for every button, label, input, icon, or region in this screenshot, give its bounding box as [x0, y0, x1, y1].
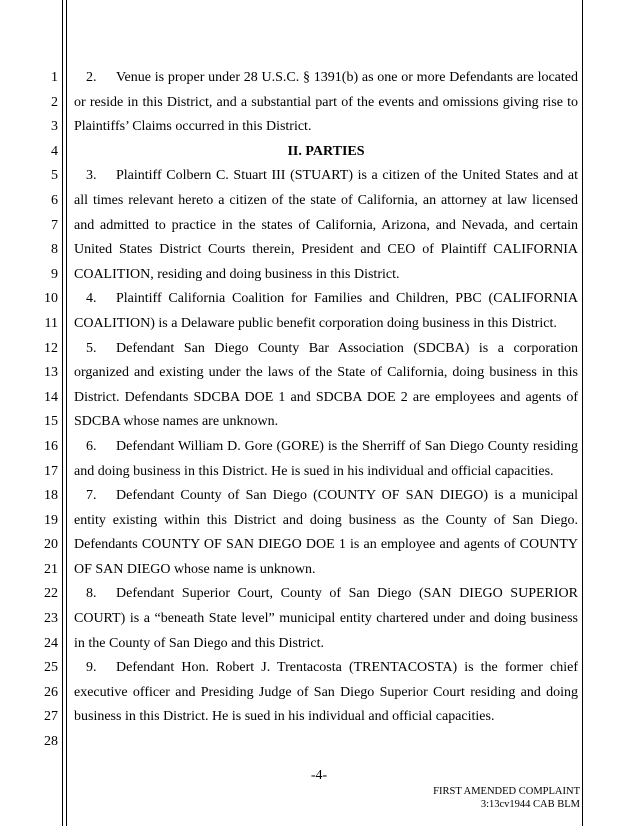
paragraph-sdcba [74, 337, 578, 435]
footer-case-number: 3:13cv1944 CAB BLM [480, 799, 580, 810]
document-body [74, 66, 578, 730]
line-number: 10 [44, 291, 58, 307]
paragraph-text: Defendant San Diego County Bar Association (SDCBA) is a corporation organized and existing under the laws of the State of California, doing business in this District. Defendants SDCBA DOE 1 and SDCBA DOE 2 are employees and agents of SDCBA whose names are unknown. [74, 340, 578, 430]
section-heading: II. PARTIES [287, 143, 365, 159]
paragraph-number: 4. [86, 291, 97, 307]
paragraph-text: Defendant William D. Gore (GORE) is the Sherriff of San Diego County residing and doing business in this District. He is sued in his individual and official capacities. [74, 438, 578, 479]
line-number: 12 [44, 340, 58, 356]
paragraph-number: 2. [86, 70, 97, 85]
line-number: 20 [44, 537, 58, 553]
paragraph-california-coalition [74, 287, 578, 336]
paragraph-number: 5. [86, 340, 97, 356]
paragraph-county [74, 484, 578, 582]
footer [433, 785, 580, 811]
line-number: 23 [44, 611, 58, 627]
paragraph-venue [74, 66, 578, 140]
line-number: 11 [44, 315, 58, 331]
paragraph-text: Defendant Hon. Robert J. Trentacosta (TRENTACOSTA) is the former chief executive officer and Presiding Judge of San Diego Superior Court residing and doing business in this District. He is sued in his individual and official capacities. [74, 660, 578, 725]
line-number: 4 [51, 143, 58, 159]
paragraph-superior-court [74, 582, 578, 656]
left-margin-rule-inner [66, 0, 67, 826]
line-number: 24 [44, 635, 58, 651]
line-number: 18 [44, 488, 58, 504]
paragraph-number: 6. [86, 438, 97, 454]
paragraph-gore [74, 435, 578, 484]
line-number: 26 [44, 684, 58, 700]
right-margin-rule [582, 0, 583, 826]
paragraph-text: Venue is proper under 28 U.S.C. § 1391(b) as one or more Defendants are located or reside in this District, and a substantial part of the events and omissions giving rise to Plaintiffs’ Claims occurred in this District. [74, 70, 578, 135]
paragraph-stuart [74, 164, 578, 287]
line-number: 13 [44, 365, 58, 381]
line-number: 17 [44, 463, 58, 479]
line-number: 9 [51, 266, 58, 282]
line-number: 19 [44, 512, 58, 528]
line-number: 28 [44, 734, 58, 750]
line-number: 22 [44, 586, 58, 602]
paragraph-trentacosta [74, 656, 578, 730]
paragraph-text: Plaintiff California Coalition for Families and Children, PBC (CALIFORNIA COALITION) is a Delaware public benefit corporation doing business in this District. [74, 291, 578, 331]
page-number: -4- [310, 768, 328, 783]
paragraph-number: 8. [86, 586, 97, 602]
paragraph-number: 3. [86, 168, 97, 184]
line-number: 2 [51, 94, 58, 110]
paragraph-text: Defendant Superior Court, County of San Diego (SAN DIEGO SUPERIOR COURT) is a “beneath State level” municipal entity chartered under and doing business in the County of San Diego and this District. [74, 586, 578, 651]
footer-document-title: FIRST AMENDED COMPLAINT [433, 786, 580, 797]
line-number: 25 [44, 660, 58, 676]
paragraph-number: 9. [86, 660, 97, 676]
left-margin-rule-outer [62, 0, 63, 826]
line-number: 21 [44, 561, 58, 577]
line-number: 27 [44, 709, 58, 725]
line-number: 6 [51, 192, 58, 208]
line-number: 14 [44, 389, 58, 405]
line-number-column [42, 66, 58, 755]
line-number: 5 [51, 168, 58, 184]
paragraph-text: Defendant County of San Diego (COUNTY OF SAN DIEGO) is a municipal entity existing within this District and doing business as the County of San Diego. Defendants COUNTY OF SAN DIEGO DOE 1 is an employee and agents of COUNTY OF SAN DIEGO whose name is unknown. [74, 488, 578, 577]
paragraph-text: Plaintiff Colbern C. Stuart III (STUART) is a citizen of the United States and at all times relevant hereto a citizen of the state of California, an attorney at law licensed and admitted to practice in the states of California, Arizona, and Nevada, and certain United States District Courts therein, President and CEO of Plaintiff CALIFORNIA COALITION, residing and doing business in this District. [74, 168, 578, 282]
line-number: 16 [44, 438, 58, 454]
paragraph-number: 7. [86, 488, 97, 504]
line-number: 1 [51, 70, 58, 85]
line-number: 3 [51, 119, 58, 135]
line-number: 15 [44, 414, 58, 430]
line-number: 8 [51, 242, 58, 258]
line-number: 7 [51, 217, 58, 233]
